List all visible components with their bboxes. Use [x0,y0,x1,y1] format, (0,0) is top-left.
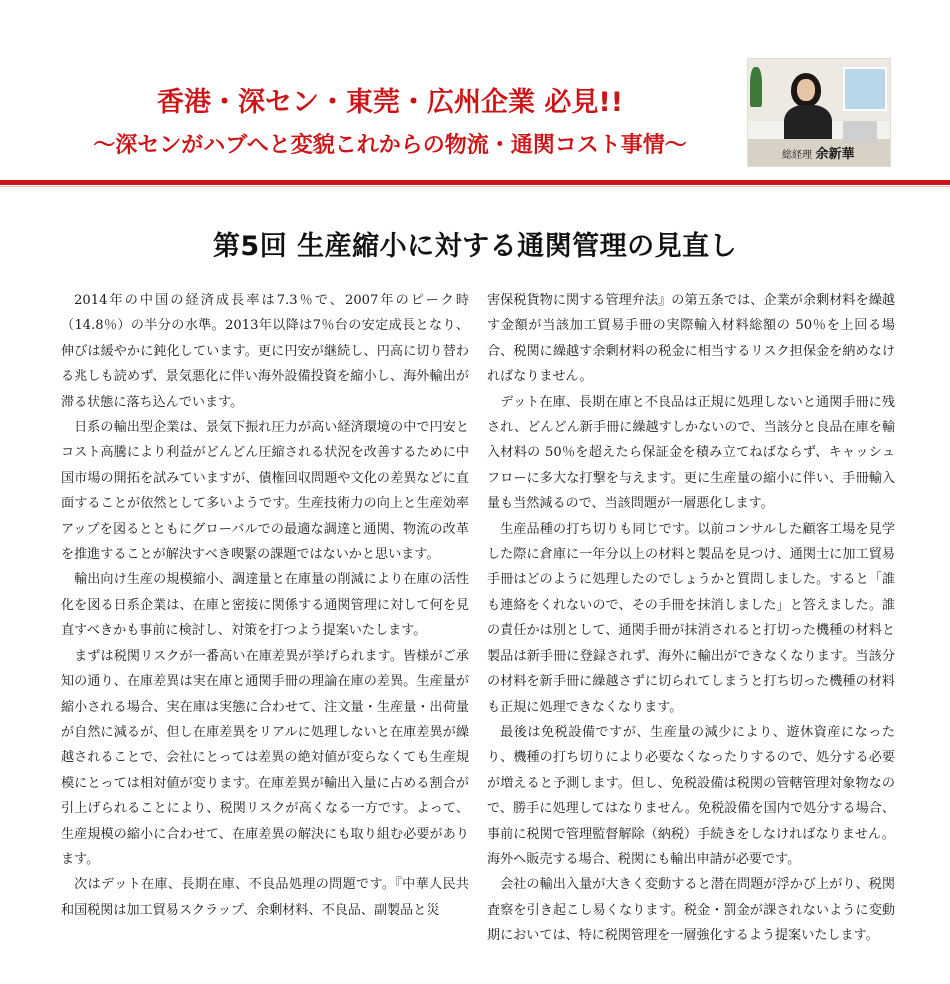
photo-caption [782,143,855,162]
header-title: 香港・深セン・東莞・広州企業 必見!! [156,87,624,118]
paragraph: まずは税関リスクが一番高い在庫差異が挙げられます。皆様がご承知の通り、在庫差異は実在庫と通関手冊の理論在庫の差異。生産量が縮小される場合、実在庫は実態に合わせて、注文量・生産量・出荷量が自然に減るが、但し在庫差異をリアルに処理しないと在庫差異が繰越されることで、会社にとっては差異の絶対値が変らなくても生産規模にとっては相対値が変ります。在庫差異が輸出入量に占める割合が引上げられることにより、税関リスクが高くなる一方です。よって、生産規模の縮小に合わせて、在庫差異の解決にも取り組む必要があります。 [61,648,469,867]
paragraph-continuation: 害保税貨物に関する管理弁法』の第五条では、企業が余剰材料を繰越す金額が当該加工貿易手冊の実際輸入材料総額の 50％を上回る場合、税関に繰越す余剰材料の税金に相当するリスク担保金を納めなければなりません。 [487,293,895,385]
paragraph: 最後は免税設備ですが、生産量の減少により、遊休資産になったり、機種の打ち切りにより必要なくなったりするので、処分する必要が増えると予測します。但し、免税設備は税関の管轄管理対象物なので、勝手に処理してはなりません。免税設備を国内で処分する場合、事前に税関で管理監督解除（納税）手続きをしなければなりません。海外へ販売する場合、税関にも輸出申請が必要です。 [487,724,895,867]
paragraph: 日系の輸出型企業は、景気下振れ圧力が高い経済環境の中で円安とコスト高騰により利益がどんどん圧縮される状況を改善するために中国市場の開拓を試みていますが、債権回収問題や文化の差異などに直面することが依然として多いようです。生産技術力の向上と生産効率アップを図るとともにグローバルでの最適な調達と通関、物流の改革を推進することが解決すべき喫緊の課題ではないかと思います。 [61,420,469,563]
paragraph: デット在庫、長期在庫と不良品は正規に処理しないと通関手冊に残され、どんどん新手冊に繰越すしかないので、当該分と良品在庫を輸入材料の 50％を超えたら保証金を積み立てねばならず、キャッシュフローに多大な打撃を与えます。更に生産量の縮小に伴い、手冊輸入量も当然減るので、当該問題が一層悪化します。 [487,394,895,512]
author-role: 総経理 [782,150,812,161]
header-divider-shadow [0,186,950,187]
header-subtitle: 〜深センがハブへと変貌これからの物流・通関コスト事情〜 [93,133,687,158]
header-divider [0,180,950,185]
author-name: 余新華 [815,147,855,162]
article-column-left [61,288,469,923]
photo-laptop [843,121,877,143]
photo-plant [750,67,762,107]
paragraph: 次はデット在庫、長期在庫、不良品処理の問題です。『中華人民共和国税関は加工貿易スクラップ、余剰材料、不良品、副製品と災 [61,877,469,918]
article-title: 第5回 生産縮小に対する通関管理の見直し [212,231,738,262]
photo-window [843,67,887,111]
article-column-right [487,288,895,949]
paragraph: 生産品種の打ち切りも同じです。以前コンサルした顧客工場を見学した際に倉庫に一年分以上の材料と製品を見つけ、通関士に加工貿易手冊はどのように処理したのでしょうかと質問しました。すると「誰も連絡をくれないので、その手冊を抹消しました」と答えました。誰の責任かは別として、通関手冊が抹消されると打切った機種の材料と製品は新手冊に登録されず、海外に輸出ができなくなります。当該分の材料を新手冊に繰越さずに切られてしまうと打ち切った機種の材料も正規に処理できなくなります。 [487,521,895,715]
paragraph: 2014年の中国の経済成長率は7.3％で、2007年のピーク時（14.8％）の半分の水準。2013年以降は7％台の安定成長となり、伸びは緩やかに鈍化しています。更に円安が継続し、円高に切り替わる兆しも読めず、景気悪化に伴い海外設備投資を縮小し、海外輸出が滞る状態に落ち込んでいます。 [61,293,469,410]
author-photo [747,58,891,167]
paragraph: 輸出向け生産の規模縮小、調達量と在庫量の削減により在庫の活性化を図る日系企業は、在庫と密接に関係する通関管理に対して何を見直すべきかも事前に検討し、対策を打つよう提案いたします。 [61,572,469,639]
header [0,0,950,184]
paragraph: 会社の輸出入量が大きく変動すると潜在問題が浮かび上がり、税関査察を引き起こし易くなります。税金・罰金が課されないように変動期においては、特に税関管理を一層強化するよう提案いたします。 [487,877,895,944]
photo-face [797,79,815,101]
